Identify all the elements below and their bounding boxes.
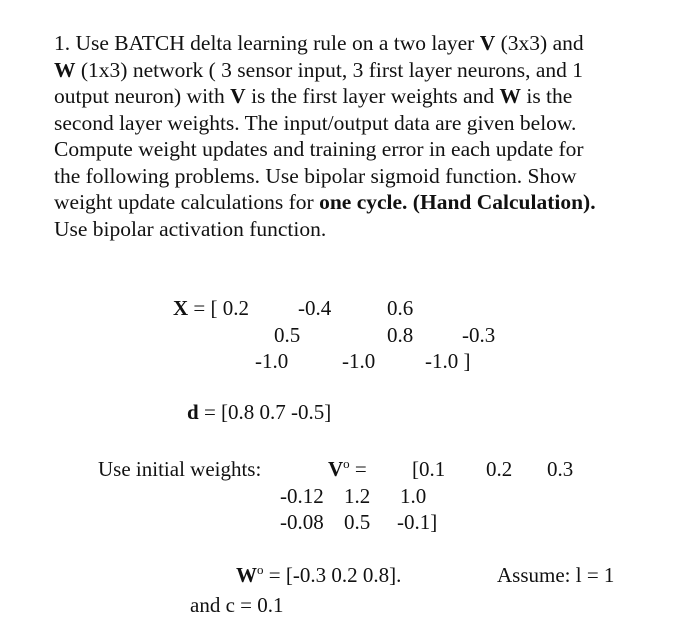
x-r2c2: 0.8	[387, 323, 414, 347]
x-r2c3: -0.3	[462, 323, 496, 347]
x-matrix-row-1-start	[173, 296, 249, 320]
v-r3c1: -0.08	[280, 510, 324, 534]
x-r2c1: 0.5	[274, 323, 301, 347]
symbol-v: V	[479, 31, 496, 55]
v-r3c2: 0.5	[344, 510, 371, 534]
v-r2c3: 1.0	[400, 484, 427, 508]
d-values: = [0.8 0.7 -0.5]	[198, 400, 332, 424]
assume-note: Assume: l = 1	[497, 563, 615, 587]
symbol-v: V	[230, 84, 246, 108]
problem-line-5: Compute weight updates and training error in each update for	[54, 137, 584, 161]
text-segment: 1. Use BATCH delta learning rule on a two layer	[54, 31, 480, 55]
text-segment: is the first layer weights and	[245, 84, 500, 108]
problem-statement	[54, 30, 654, 242]
v-r2c1: -0.12	[280, 484, 324, 508]
problem-line-8: Use bipolar activation function.	[54, 216, 327, 241]
v-equals: =	[349, 457, 367, 481]
x-r1c2: -0.4	[298, 296, 332, 320]
x-r3c1: -1.0	[255, 349, 289, 373]
initial-weights-label: Use initial weights:	[98, 457, 262, 481]
problem-line-4: second layer weights. The input/output data are given below.	[54, 110, 577, 135]
x-r1c1: = [ 0.2	[188, 296, 250, 320]
x-r1c3: 0.6	[387, 296, 414, 320]
v-superscript: o	[343, 456, 350, 471]
emphasis-text: one cycle. (Hand Calculation).	[319, 190, 596, 214]
text-segment: weight update calculations for	[54, 190, 320, 214]
w-superscript: o	[257, 562, 264, 577]
problem-line-2	[54, 57, 654, 84]
c-constant: and c = 0.1	[190, 593, 284, 617]
symbol-w: W	[54, 57, 76, 82]
v-r1c1: [0.1	[412, 457, 446, 481]
symbol-w: W	[499, 84, 521, 108]
v-symbol: V	[328, 457, 344, 481]
text-segment: output neuron) with	[54, 84, 231, 108]
problem-line-7	[54, 189, 654, 216]
x-r3c2: -1.0	[342, 349, 376, 373]
x-label: X	[173, 296, 189, 320]
problem-line-3	[54, 83, 654, 110]
v-r2c2: 1.2	[344, 484, 371, 508]
text-segment: is the	[520, 84, 573, 108]
v-label	[328, 457, 367, 481]
w-vector	[236, 563, 401, 587]
w-symbol: W	[236, 563, 257, 587]
problem-line-6: the following problems. Use bipolar sigmoid function. Show	[54, 163, 577, 188]
v-r1c3: 0.3	[547, 457, 574, 481]
problem-line-1	[54, 30, 654, 57]
d-vector	[187, 400, 331, 424]
d-label: d	[187, 400, 199, 424]
w-values: = [-0.3 0.2 0.8].	[263, 563, 402, 587]
text-segment: (1x3) network ( 3 sensor input, 3 first layer neurons, and 1	[75, 57, 584, 82]
v-r1c2: 0.2	[486, 457, 513, 481]
text-segment: (3x3) and	[495, 31, 584, 55]
v-r3c3: -0.1]	[397, 510, 438, 534]
x-r3c3: -1.0 ]	[425, 349, 471, 373]
